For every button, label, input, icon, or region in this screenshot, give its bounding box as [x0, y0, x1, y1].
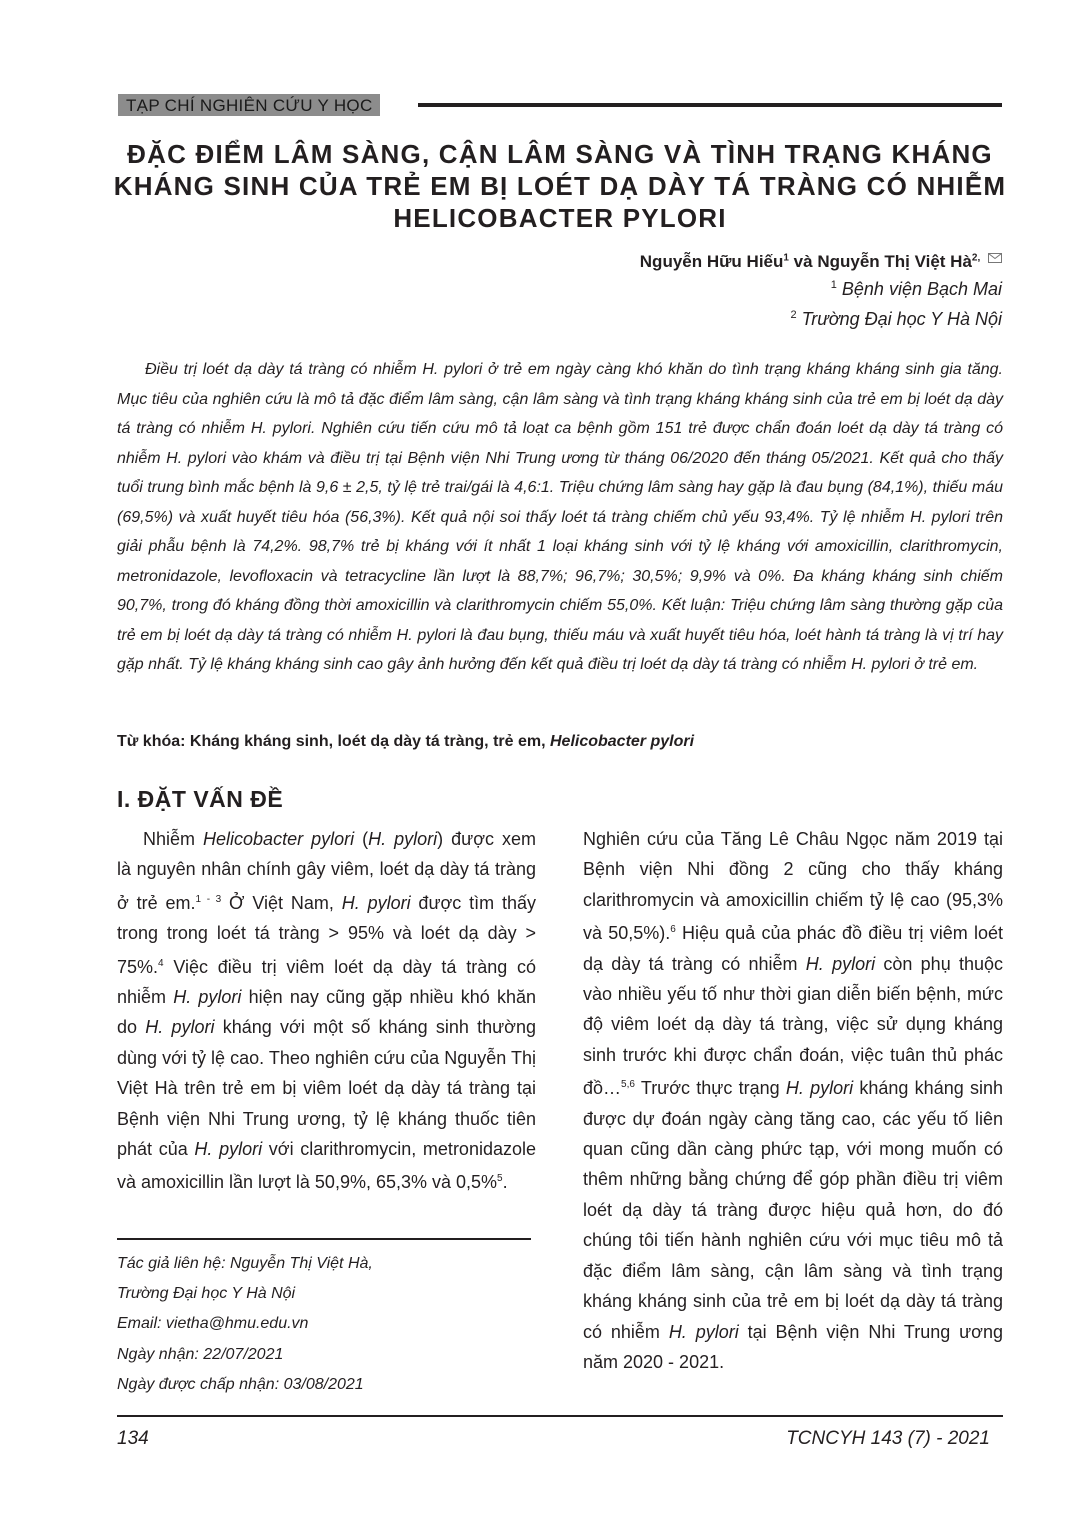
- body-text: được tìm thấy trong trong loét tá tràng > 95% và loét dạ dày > 75%.: [117, 892, 537, 977]
- keywords-list: Kháng kháng sinh, loét dạ dày tá tràng, trẻ em,: [189, 733, 550, 750]
- journal-issue: TCNCYH 143 (7) - 2021: [786, 1428, 990, 1449]
- italic-term: H. pylori: [145, 1017, 215, 1038]
- affiliation-2-name: Trường Đại học Y Hà Nội: [796, 309, 1002, 329]
- footnote-rule: [117, 1238, 531, 1240]
- keywords-italic: Helicobacter pylori: [549, 733, 695, 750]
- body-text: .: [502, 1172, 508, 1193]
- body-text: còn phụ thuộc vào nhiều yếu tố như thời gian diễn biến bệnh, mức độ viêm loét dạ dày tá tràng, việc sử dụng kháng sinh trước khi được chẩn đoán, việc tuân thủ phác đồ…: [583, 953, 1004, 1099]
- keywords-label: Từ khóa:: [117, 733, 190, 750]
- body-text: với clarithromycin, metronidazole và amoxicillin lần lượt là 50,9%, 65,3% và 0,5%: [117, 1139, 536, 1193]
- affiliation-1-name: Bệnh viện Bạch Mai: [836, 279, 1002, 299]
- body-column-right: [583, 824, 1003, 1377]
- body-text: (: [354, 829, 369, 849]
- author-2-affil-mark: 2,: [971, 252, 981, 264]
- authors-line: [640, 248, 1002, 272]
- italic-term: H. pylori: [668, 1321, 739, 1342]
- footnote-email: Email: vietha@hmu.edu.vn: [117, 1315, 309, 1333]
- italic-term: H. pylori: [368, 829, 438, 849]
- body-text: Nhiễm: [143, 829, 204, 849]
- citation-ref: 5,6: [621, 1079, 635, 1091]
- affiliation-2: [791, 309, 1003, 330]
- keywords: [117, 733, 694, 751]
- citation-ref: 5: [497, 1173, 503, 1185]
- article-title: ĐẶC ĐIỂM LÂM SÀNG, CẬN LÂM SÀNG VÀ TÌNH TRẠNG KHÁNG KHÁNG SINH CỦA TRẺ EM BỊ LOÉT DẠ DÀY TÁ TRÀNG CÓ NHIỄM HELICOBACTER PYLORI: [113, 139, 1007, 233]
- author-2: Nguyễn Thị Việt Hà: [817, 252, 972, 271]
- body-column-left: [117, 824, 536, 1198]
- affiliation-1-number: 1: [830, 279, 837, 291]
- body-text: kháng kháng sinh được dự đoán ngày càng tăng cao, các yếu tố liên quan cũng dần càng phức tạp, với mong muốn có thêm những bằng chứng để góp phần điều trị viêm loét dạ dày tá tràng được hiệu quả hơn, do đó chúng tôi tiến hành nghiên cứu với mục tiêu mô tả đặc điểm lâm sàng, cận lâm sàng và tình trạng kháng kháng sinh của trẻ em bị loét dạ dày tá tràng có nhiễm: [583, 1078, 1003, 1342]
- footnote-institution: Trường Đại học Y Hà Nội: [117, 1285, 296, 1303]
- body-text: hiện nay cũng gặp nhiều khó khăn do: [117, 987, 536, 1038]
- authors-conjunction: và: [788, 252, 818, 271]
- footnote: [117, 1249, 373, 1400]
- footnote-accepted-date: Ngày được chấp nhận: 03/08/2021: [117, 1375, 364, 1393]
- body-text: Nghiên cứu của Tăng Lê Châu Ngọc năm 2019 tại Bệnh viện Nhi đồng 2 cũng cho thấy kháng clarithromycin và amoxicillin chiếm tỷ lệ cao (95,3% và 50,5%).: [583, 829, 1003, 944]
- body-text: Hiệu quả của phác đồ điều trị viêm loét dạ dày tá tràng có nhiễm: [583, 923, 1003, 974]
- italic-term: H. pylori: [173, 987, 242, 1008]
- citation-ref: 4: [158, 957, 164, 969]
- affiliation-1: [831, 279, 1002, 300]
- body-text: ) được xem là nguyên nhân chính gây viêm, loét dạ dày tá tràng ở trẻ em.: [117, 829, 537, 913]
- header-rule: [418, 103, 1002, 107]
- italic-term: Helicobacter pylori: [203, 829, 355, 849]
- italic-term: H. pylori: [341, 892, 411, 913]
- journal-name: TẠP CHÍ NGHIÊN CỨU Y HỌC: [118, 94, 380, 116]
- body-text: Trước thực trạng: [634, 1078, 786, 1099]
- footnote-corresponding-author: Tác giả liên hệ: Nguyễn Thị Việt Hà,: [117, 1255, 373, 1272]
- footer-rule: [117, 1415, 1003, 1417]
- italic-term: H. pylori: [785, 1078, 854, 1099]
- italic-term: H. pylori: [194, 1139, 263, 1160]
- author-1: Nguyễn Hữu Hiếu: [639, 252, 784, 271]
- page-number: 134: [117, 1428, 149, 1449]
- footnote-received-date: Ngày nhận: 22/07/2021: [117, 1345, 284, 1363]
- body-text: tại Bệnh viện Nhi Trung ương năm 2020 - 2021.: [583, 1321, 1003, 1372]
- affiliation-2-number: 2: [790, 309, 797, 321]
- author-1-affil-mark: 1: [783, 252, 789, 264]
- body-text: Ở Việt Nam,: [221, 892, 342, 913]
- journal-header: [118, 94, 1002, 116]
- body-text: kháng với một số kháng sinh thường dùng với tỷ lệ cao. Theo nghiên cứu của Nguyễn Thị Việt Hà trên trẻ em bị viêm loét dạ dày tá tràng tại Bệnh viện Nhi Trung ương, tỷ lệ kháng thuốc tiên phát của: [117, 1017, 537, 1160]
- citation-ref: 6: [670, 924, 676, 936]
- italic-term: H. pylori: [805, 953, 876, 974]
- section-heading: I. ĐẶT VẤN ĐỀ: [117, 786, 284, 812]
- envelope-icon: [988, 248, 1002, 268]
- abstract: Điều trị loét dạ dày tá tràng có nhiễm H. pylori ở trẻ em ngày càng khó khăn do tình trạng kháng kháng sinh gia tăng. Mục tiêu của nghiên cứu là mô tả đặc điểm lâm sàng, cận lâm sàng và tình trạng kháng kháng sinh của trẻ em bị loét dạ dày tá tràng có nhiễm H. pylori. Nghiên cứu tiến cứu mô tả loạt ca bệnh gồm 151 trẻ được chẩn đoán loét dạ dày tá tràng có nhiễm H. pylori vào khám và điều trị tại Bệnh viện Nhi Trung ương từ tháng 06/2020 đến tháng 05/2021. Kết quả cho thấy tuổi trung bình mắc bệnh là 9,6 ± 2,5, tỷ lệ trẻ trai/gái là 4,6:1. Triệu chứng lâm sàng hay gặp là đau bụng (84,1%), thiếu máu (69,5%) và xuất huyết tiêu hóa (56,3%). Kết quả nội soi thấy loét tá tràng chiếm chủ yếu 93,4%. Tỷ lệ nhiễm H. pylori trên giải phẫu bệnh là 74,2%. 98,7% trẻ bị kháng với ít nhất 1 loại kháng sinh với tỷ lệ kháng với amoxicillin, clarithromycin, metronidazole, levofloxacin và tetracycline lần lượt là 88,7%; 96,7%; 30,5%; 9,9% và 0%. Đa kháng kháng sinh chiếm 90,7%, trong đó kháng đồng thời amoxicillin và clarithromycin chiếm 55,0%. Kết luận: Triệu chứng lâm sàng thường gặp của trẻ em bị loét dạ dày tá tràng có nhiễm H. pylori là đau bụng, thiếu máu và xuất huyết tiêu hóa, loét hành tá tràng là vị trí hay gặp nhất. Tỷ lệ kháng kháng sinh cao gây ảnh hưởng đến kết quả điều trị loét dạ dày tá tràng có nhiễm H. pylori ở trẻ em.: [117, 361, 1003, 673]
- body-text: Việc điều trị viêm loét dạ dày tá tràng có nhiễm: [117, 956, 536, 1008]
- citation-ref: 1 - 3: [195, 893, 222, 905]
